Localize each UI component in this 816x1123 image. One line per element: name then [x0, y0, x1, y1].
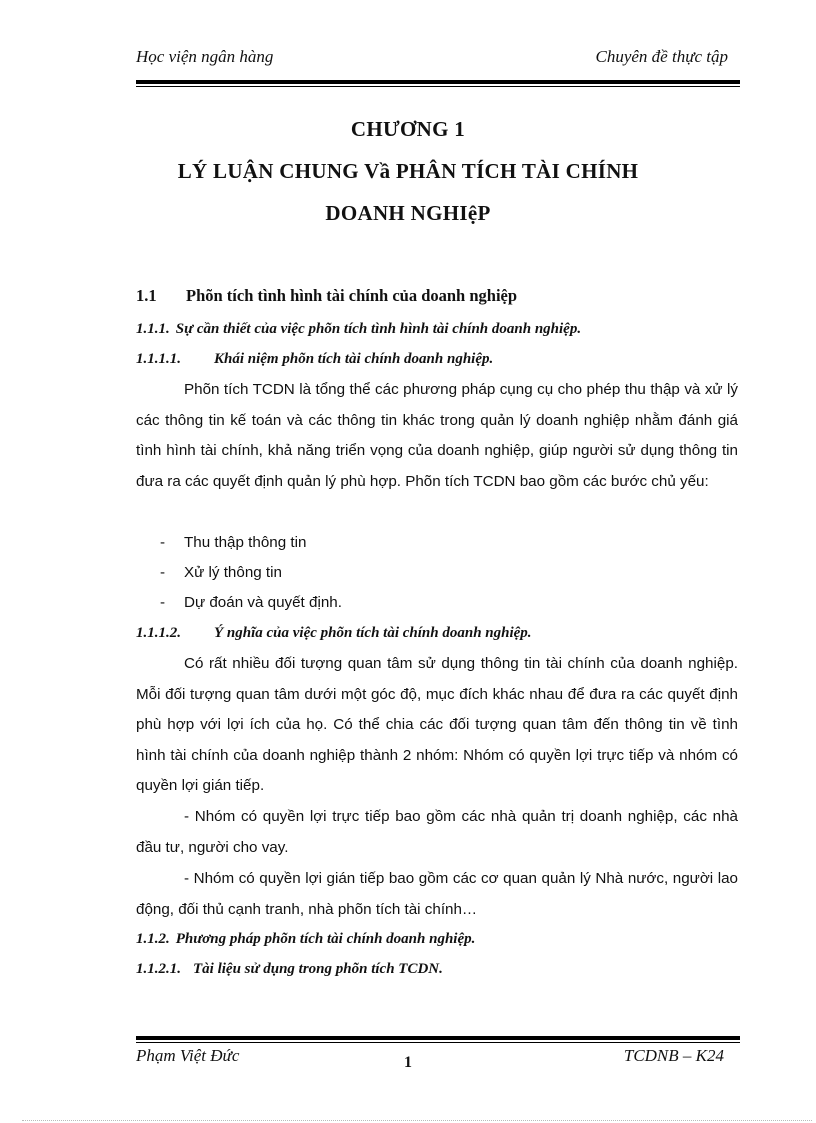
section-title: Khái niệm phõn tích tài chính doanh nghiệp.: [214, 351, 494, 367]
section-number: 1.1: [136, 286, 157, 305]
list-item: - Thu thập thông tin: [160, 534, 307, 551]
paragraph-direct-interest: - Nhóm có quyền lợi trực tiếp bao gồm các nhà quản trị doanh nghiệp, các nhà đầu tư, người cho vay.: [136, 808, 738, 856]
paragraph-significance: Có rất nhiều đối tượng quan tâm sử dụng thông tin tài chính của doanh nghiệp. Mỗi đối tượng quan tâm dưới một góc độ, mục đích khác nhau để đưa ra các quyết định phù hợp với lợi ích của họ. Có thể chia các đối tượng quan tâm đến thông tin về tình hình tài chính của doanh nghiệp thành 2 nhóm: Nhóm có quyền lợi trực tiếp và nhóm có quyền lợi gián tiếp.: [136, 655, 738, 794]
section-number: 1.1.2.1.: [136, 961, 181, 977]
section-number: 1.1.2.: [136, 931, 170, 947]
section-title: Phương pháp phõn tích tài chính doanh nghiệp.: [175, 931, 476, 947]
footer-rule-thin: [136, 1042, 740, 1043]
section-title: Sự cần thiết của việc phõn tích tình hình tài chính doanh nghiệp.: [175, 321, 582, 337]
section-heading-1-1-1: [136, 321, 581, 338]
section-number: 1.1.1.2.: [136, 625, 181, 641]
footer-class-code: TCDNB – K24: [623, 1046, 724, 1065]
list-item-text: Thu thập thông tin: [184, 534, 307, 551]
chapter-title-line2: DOANH NGHIệP: [325, 201, 491, 225]
header-institution: Học viện ngân hàng: [136, 47, 274, 66]
section-title: Tài liệu sử dụng trong phõn tích TCDN.: [193, 961, 443, 977]
list-item-text: Dự đoán và quyết định.: [184, 594, 342, 611]
header-rule-thin: [136, 86, 740, 87]
section-heading-1-1-2: [136, 931, 475, 948]
header-document-type: Chuyên đề thực tập: [595, 47, 728, 66]
header-rule-thick: [136, 80, 740, 84]
footer-author: Phạm Việt Đức: [136, 1046, 240, 1065]
list-item-text: Xử lý thông tin: [184, 564, 282, 581]
list-item: - Xử lý thông tin: [160, 564, 282, 581]
list-item: - Dự đoán và quyết định.: [160, 594, 342, 611]
footer-rule-thick: [136, 1036, 740, 1040]
section-heading-1-1-1-2: [136, 625, 532, 642]
section-heading-1-1-2-1: [136, 961, 443, 978]
section-number: 1.1.1.1.: [136, 351, 181, 367]
section-heading-1-1: [136, 286, 517, 306]
section-number: 1.1.1.: [136, 321, 170, 337]
section-title: Ý nghĩa của việc phõn tích tài chính doanh nghiệp.: [214, 625, 532, 641]
paragraph-indirect-interest: - Nhóm có quyền lợi gián tiếp bao gồm các cơ quan quản lý Nhà nước, người lao động, đối thủ cạnh tranh, nhà phõn tích tài chính…: [136, 870, 738, 918]
section-heading-1-1-1-1: [136, 351, 493, 368]
chapter-title-line1: LÝ LUẬN CHUNG Vầ PHÂN TÍCH TÀI CHÍNH: [177, 159, 639, 183]
page-bottom-divider: [22, 1120, 812, 1121]
section-title: Phõn tích tình hình tài chính của doanh nghiệp: [186, 286, 518, 305]
paragraph-definition: Phõn tích TCDN là tổng thể các phương pháp cụng cụ cho phép thu thập và xử lý các thông tin kế toán và các thông tin khác trong quản lý doanh nghiệp nhằm đánh giá tình hình tài chính, khả năng triển vọng của doanh nghiệp, giúp người sử dụng thông tin đưa ra các quyết định quản lý phù hợp. Phõn tích TCDN bao gồm các bước chủ yếu:: [136, 381, 738, 490]
page-number: 1: [404, 1054, 412, 1071]
chapter-number: CHƯƠNG 1: [350, 117, 466, 141]
